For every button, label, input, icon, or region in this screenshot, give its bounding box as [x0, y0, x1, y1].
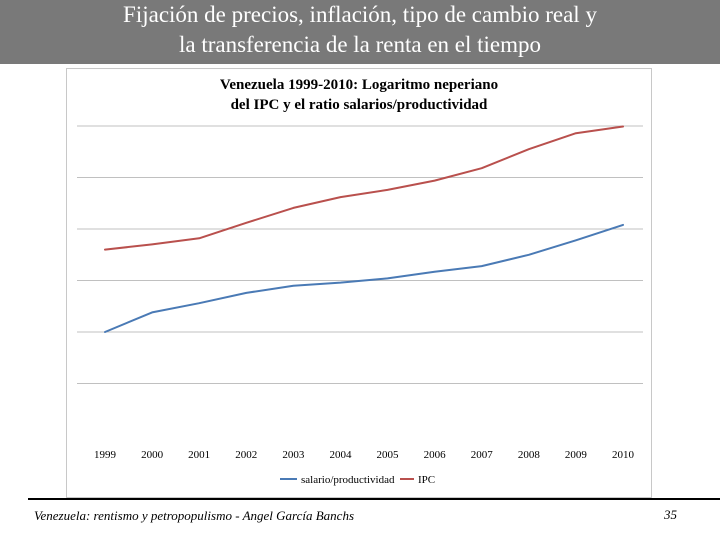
legend-label-ipc: IPC: [418, 474, 436, 486]
data-point-salario-productividad-2002: [246, 292, 247, 293]
x-tick-label-2006: 2006: [423, 449, 446, 461]
chart-title-line-1: Venezuela 1999-2010: Logaritmo neperiano: [219, 77, 499, 93]
x-tick-label-1999: 1999: [94, 449, 116, 461]
data-point-salario-productividad-2009: [575, 240, 576, 241]
data-point-ipc-2009: [575, 133, 576, 134]
x-tick-label-2003: 2003: [282, 449, 305, 461]
data-point-salario-productividad-2007: [481, 265, 482, 266]
x-tick-label-2001: 2001: [188, 449, 211, 461]
data-point-ipc-2000: [151, 244, 152, 245]
series-line-ipc: [105, 127, 623, 250]
data-point-ipc-2006: [434, 180, 435, 181]
data-point-ipc-2002: [246, 222, 247, 223]
x-tick-label-2000: 2000: [141, 449, 164, 461]
data-point-salario-productividad-2006: [434, 271, 435, 272]
data-point-ipc-2008: [528, 149, 529, 150]
x-tick-label-2007: 2007: [470, 449, 493, 461]
data-point-ipc-2010: [622, 126, 623, 127]
data-point-salario-productividad-2008: [528, 254, 529, 255]
x-tick-label-2008: 2008: [517, 449, 540, 461]
chart-frame: [66, 68, 652, 498]
data-point-salario-productividad-2000: [151, 312, 152, 313]
chart-title-line-2: del IPC y el ratio salarios/productividad: [230, 97, 488, 113]
x-tick-label-2005: 2005: [376, 449, 399, 461]
x-tick-label-2009: 2009: [564, 449, 587, 461]
slide-title: [0, 0, 720, 60]
legend-label-salario-productividad: salario/productividad: [301, 474, 395, 486]
data-point-salario-productividad-2005: [387, 278, 388, 279]
x-tick-label-2002: 2002: [235, 449, 258, 461]
data-point-ipc-2004: [340, 196, 341, 197]
data-point-ipc-1999: [104, 249, 105, 250]
data-point-salario-productividad-2010: [622, 224, 623, 225]
slide-title-line-2: la transferencia de la renta en el tiempo: [178, 32, 542, 57]
page-number: 35: [664, 507, 677, 522]
data-point-ipc-2005: [387, 189, 388, 190]
footer-text: Venezuela: rentismo y petropopulismo - Angel García Banchs: [34, 508, 355, 523]
data-point-salario-productividad-2004: [340, 282, 341, 283]
line-chart: [67, 69, 651, 497]
data-point-ipc-2001: [199, 238, 200, 239]
slide-title-line-1: Fijación de precios, inflación, tipo de cambio real y: [123, 2, 597, 27]
data-point-ipc-2003: [293, 207, 294, 208]
x-tick-label-2004: 2004: [329, 449, 352, 461]
data-point-salario-productividad-2001: [199, 303, 200, 304]
data-point-ipc-2007: [481, 168, 482, 169]
footer-rule: [28, 498, 720, 500]
data-point-salario-productividad-1999: [104, 331, 105, 332]
x-tick-label-2010: 2010: [612, 449, 634, 461]
data-point-salario-productividad-2003: [293, 285, 294, 286]
